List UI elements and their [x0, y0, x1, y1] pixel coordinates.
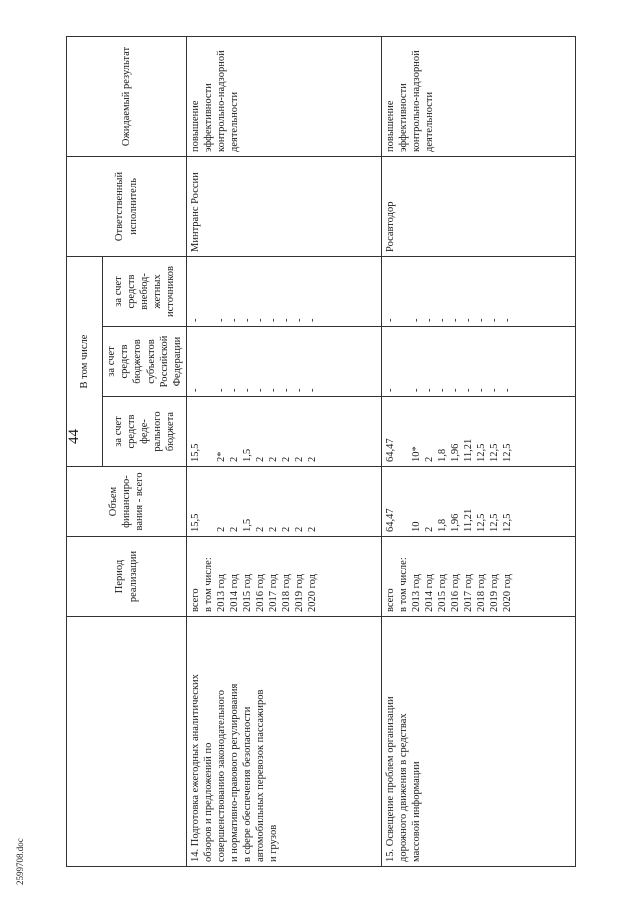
- cell-line: -: [384, 318, 396, 322]
- cell-line: [397, 401, 410, 462]
- cell-line: -: [436, 388, 448, 392]
- cell-line: -: [475, 388, 487, 392]
- cell-line: -: [255, 318, 266, 322]
- cell-line: -: [307, 318, 318, 322]
- cell-line: Минтранс России: [190, 172, 201, 252]
- cell-line: 64,47: [384, 508, 396, 532]
- cell-line: повышение: [190, 100, 201, 152]
- federal-cell: [381, 397, 576, 467]
- header-total: Объем финансиро-вания - всего: [67, 467, 187, 537]
- measure-cell: [187, 617, 382, 867]
- cell-line: и нормативно-правового регулирования: [229, 683, 240, 862]
- cell-line: -: [488, 318, 500, 322]
- header-including: В том числе: [67, 257, 103, 467]
- cell-line: -: [475, 318, 487, 322]
- cell-line: 15,5: [190, 513, 201, 532]
- cell-line: 2013 год: [216, 574, 227, 612]
- cell-line: -: [410, 388, 422, 392]
- cell-line: 2: [216, 526, 227, 532]
- cell-line: -: [488, 388, 500, 392]
- table-row: [187, 37, 382, 867]
- cell-line: 2020 год: [501, 574, 513, 612]
- cell-line: деятельности: [229, 91, 240, 152]
- extra-cell: [187, 257, 382, 327]
- cell-line: 2017 год: [268, 574, 279, 612]
- cell-line: всего: [384, 588, 396, 612]
- cell-line: 11,21: [462, 438, 474, 462]
- table-row: [381, 37, 576, 867]
- cell-line: 2: [268, 456, 279, 462]
- cell-line: 2: [255, 456, 266, 462]
- header-federal: за счет средств феде-рального бюджета: [103, 397, 187, 467]
- cell-line: 2020 год: [307, 574, 318, 612]
- cell-line: -: [216, 388, 227, 392]
- result-cell: [187, 37, 382, 157]
- cell-line: 2015 год: [242, 574, 253, 612]
- cell-line: -: [384, 388, 396, 392]
- cell-line: -: [501, 318, 513, 322]
- cell-line: 12,5: [501, 513, 513, 532]
- cell-line: -: [229, 388, 240, 392]
- cell-line: автомобильных перевозок пассажиров: [255, 689, 266, 862]
- cell-line: 12,5: [488, 513, 500, 532]
- cell-line: 12,5: [475, 513, 487, 532]
- header-extra: за счет средств внебюд-жетных источников: [103, 257, 187, 327]
- cell-line: Росавтодор: [384, 201, 396, 252]
- regional-cell: [187, 327, 382, 397]
- page-number: 44: [66, 429, 82, 444]
- document-code: 2599708.doc: [15, 838, 25, 885]
- cell-line: 2: [229, 526, 240, 532]
- cell-line: 12,5: [501, 443, 513, 462]
- cell-line: дорожного движения в средствах: [397, 713, 409, 862]
- cell-line: -: [190, 318, 201, 322]
- cell-line: 2: [307, 526, 318, 532]
- cell-line: 1,5: [242, 518, 253, 532]
- regional-cell: [381, 327, 576, 397]
- cell-line: -: [281, 318, 292, 322]
- cell-line: деятельности: [423, 91, 435, 152]
- cell-line: 2018 год: [475, 574, 487, 612]
- cell-line: 2: [281, 456, 292, 462]
- cell-line: 2: [294, 456, 305, 462]
- measures-table-rotated: [66, 37, 576, 867]
- cell-line: 12,5: [488, 443, 500, 462]
- cell-line: -: [255, 388, 266, 392]
- cell-line: -: [423, 388, 435, 392]
- cell-line: 2017 год: [462, 574, 474, 612]
- cell-line: 2013 год: [410, 574, 422, 612]
- cell-line: [397, 471, 410, 532]
- cell-line: 2019 год: [488, 574, 500, 612]
- cell-line: -: [436, 318, 448, 322]
- cell-line: 15. Освещение проблем организации: [384, 696, 396, 862]
- cell-line: и грузов: [268, 824, 279, 862]
- extra-cell: [381, 257, 576, 327]
- cell-line: -: [449, 318, 461, 322]
- total-cell: [381, 467, 576, 537]
- cell-line: повышение: [384, 100, 396, 152]
- cell-line: 10: [410, 521, 422, 532]
- cell-line: -: [410, 318, 422, 322]
- period-cell: [381, 537, 576, 617]
- cell-line: 1,96: [449, 443, 461, 462]
- cell-line: -: [462, 318, 474, 322]
- cell-line: [202, 261, 215, 322]
- cell-line: в сфере обеспечения безопасности: [242, 706, 253, 862]
- cell-line: совершенствованию законодательного: [216, 689, 227, 862]
- cell-line: -: [268, 318, 279, 322]
- cell-line: 2: [281, 526, 292, 532]
- cell-line: 12,5: [475, 443, 487, 462]
- cell-line: эффективности: [203, 83, 214, 152]
- cell-line: 10*: [410, 446, 422, 462]
- cell-line: -: [216, 318, 227, 322]
- cell-line: 11,21: [462, 508, 474, 532]
- cell-line: в том числе:: [397, 557, 409, 612]
- cell-line: 14. Подготовка ежегодных аналитических: [190, 674, 201, 862]
- cell-line: 2: [255, 526, 266, 532]
- total-cell: [187, 467, 382, 537]
- cell-line: 2016 год: [255, 574, 266, 612]
- cell-line: 2: [294, 526, 305, 532]
- cell-line: эффективности: [397, 83, 409, 152]
- cell-line: 2016 год: [449, 574, 461, 612]
- cell-line: 2: [423, 526, 435, 532]
- cell-line: [202, 471, 215, 532]
- federal-cell: [187, 397, 382, 467]
- cell-line: -: [294, 388, 305, 392]
- header-executor: Ответственный исполнитель: [67, 157, 187, 257]
- cell-line: 64,47: [384, 438, 396, 462]
- cell-line: -: [449, 388, 461, 392]
- cell-line: -: [242, 318, 253, 322]
- header-regional: за счет средств бюджетов субъектов Российской Федерации: [103, 327, 187, 397]
- cell-line: 2: [307, 456, 318, 462]
- executor-cell: [187, 157, 382, 257]
- measure-cell: [381, 617, 576, 867]
- cell-line: [397, 261, 410, 322]
- cell-line: -: [307, 388, 318, 392]
- cell-line: [202, 401, 215, 462]
- cell-line: 2014 год: [229, 574, 240, 612]
- cell-line: -: [423, 318, 435, 322]
- cell-line: 15,5: [190, 443, 201, 462]
- cell-line: -: [501, 388, 513, 392]
- cell-line: -: [294, 318, 305, 322]
- cell-line: 2019 год: [294, 574, 305, 612]
- header-result: Ожидаемый результат: [67, 37, 187, 157]
- cell-line: 2*: [216, 451, 227, 462]
- cell-line: 2: [229, 456, 240, 462]
- cell-line: -: [190, 388, 201, 392]
- cell-line: -: [229, 318, 240, 322]
- executor-cell: [381, 157, 576, 257]
- cell-line: -: [462, 388, 474, 392]
- cell-line: 1,8: [436, 518, 448, 532]
- result-cell: [381, 37, 576, 157]
- cell-line: 2: [268, 526, 279, 532]
- cell-line: [397, 331, 410, 392]
- header-period: Период реализации: [67, 537, 187, 617]
- cell-line: 1,8: [436, 448, 448, 462]
- cell-line: [202, 331, 215, 392]
- cell-line: 2018 год: [281, 574, 292, 612]
- cell-line: контрольно-надзорной: [410, 50, 422, 152]
- measures-table: [66, 36, 576, 867]
- cell-line: 2: [423, 456, 435, 462]
- cell-line: 1,96: [449, 513, 461, 532]
- cell-line: в том числе:: [203, 557, 214, 612]
- cell-line: обзоров и предложений по: [203, 742, 214, 862]
- cell-line: 1,5: [242, 448, 253, 462]
- header-measure: [67, 617, 187, 867]
- cell-line: -: [281, 388, 292, 392]
- cell-line: 2014 год: [423, 574, 435, 612]
- cell-line: всего: [190, 588, 201, 612]
- cell-line: массовой информации: [410, 761, 422, 862]
- cell-line: -: [242, 388, 253, 392]
- cell-line: 2015 год: [436, 574, 448, 612]
- cell-line: -: [268, 388, 279, 392]
- period-cell: [187, 537, 382, 617]
- cell-line: контрольно-надзорной: [216, 50, 227, 152]
